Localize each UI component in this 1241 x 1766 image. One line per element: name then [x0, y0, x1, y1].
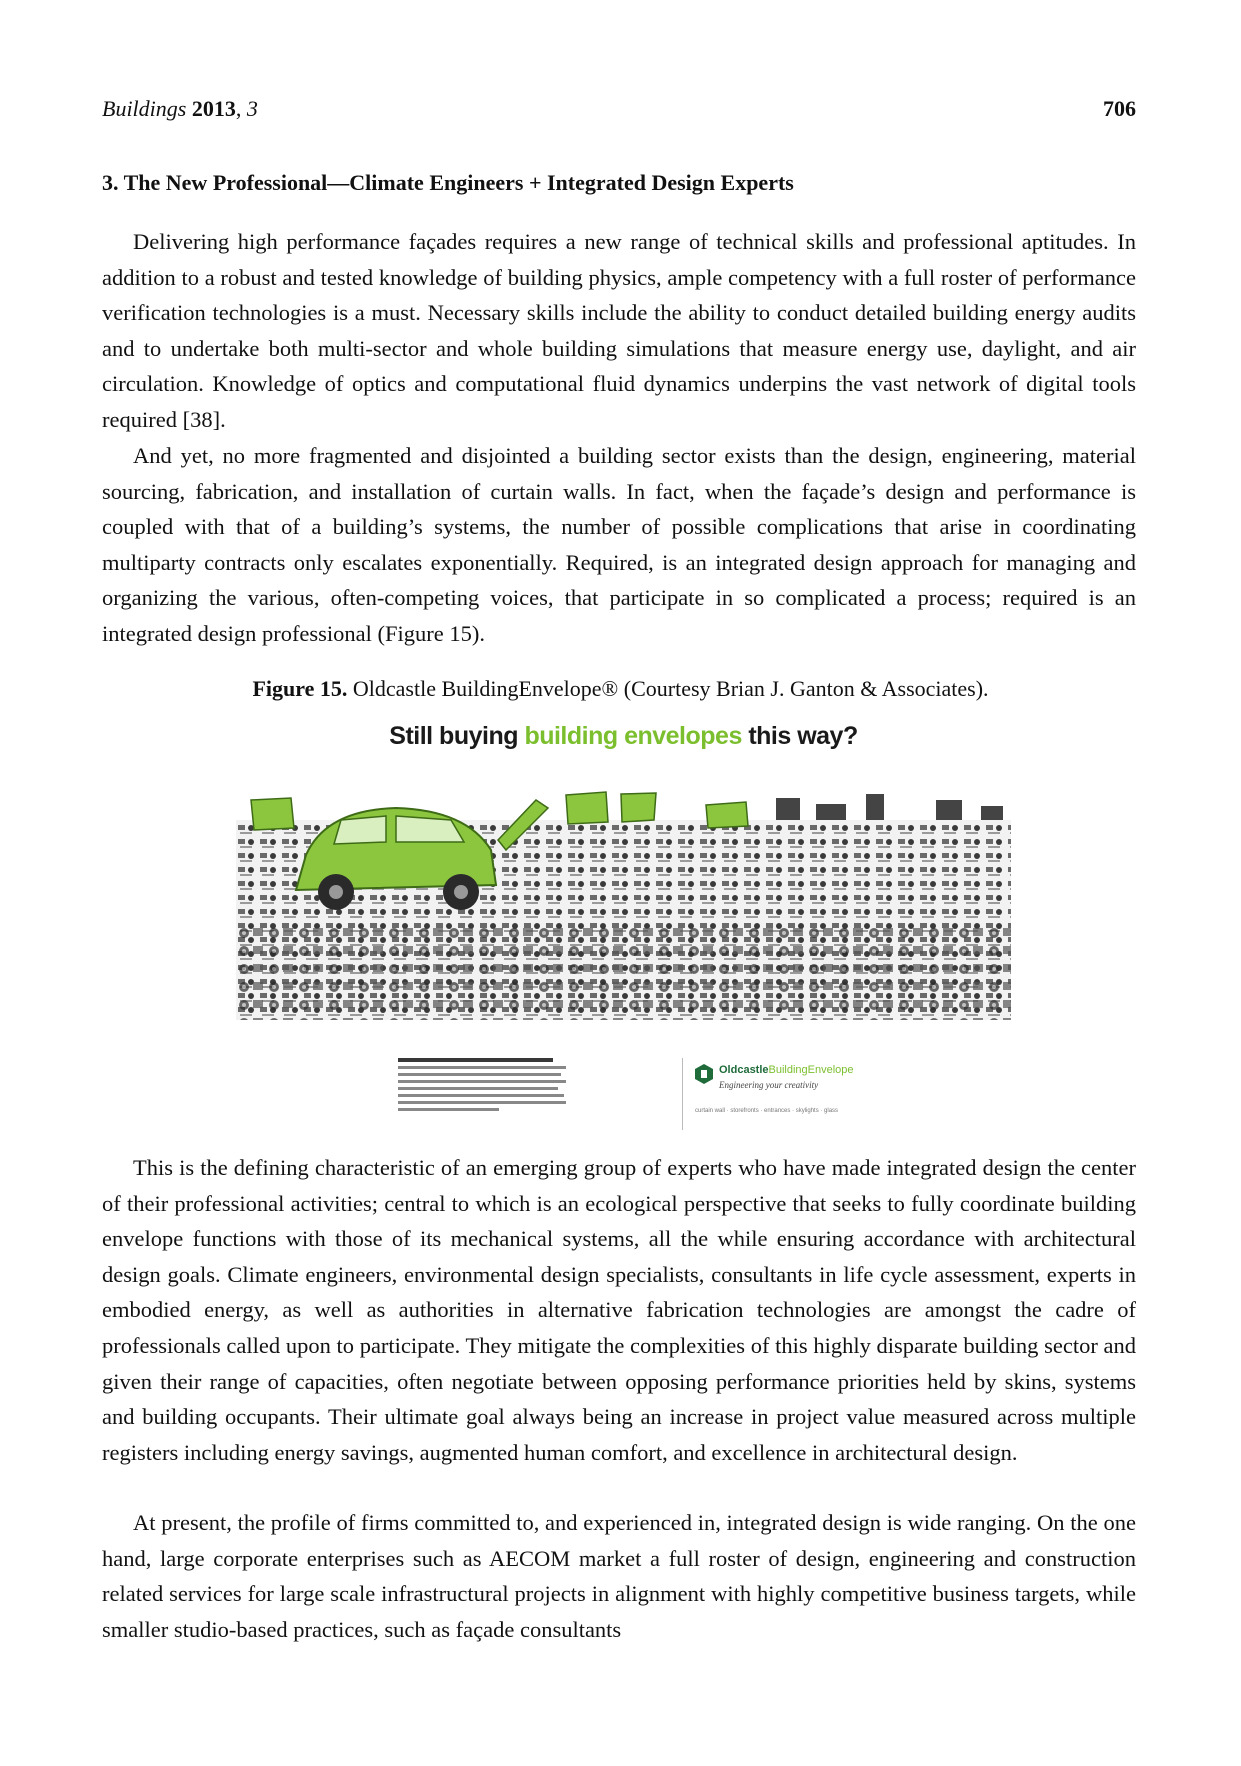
journal-name: Buildings	[102, 96, 187, 121]
page-number: 706	[1103, 96, 1136, 121]
ad-body-text	[398, 1058, 566, 1130]
figure-label: Figure 15.	[252, 676, 348, 701]
parts-field-dark	[236, 920, 1011, 1020]
ad-headline	[236, 722, 1011, 751]
journal-year: 2013	[191, 96, 236, 121]
oldcastle-logo-icon	[695, 1064, 713, 1084]
car-parts-image	[236, 780, 1011, 1030]
logo-name	[719, 1064, 854, 1076]
logo-name-1: Oldcastle	[719, 1064, 769, 1076]
figure-15-advertisement	[236, 722, 1011, 1122]
journal-volume: 3	[246, 96, 258, 121]
logo-services: curtain wall · storefronts · entrances · skylights · glass	[695, 1108, 839, 1114]
ad-headline-part1: Still buying	[389, 722, 518, 750]
paragraph-2: And yet, no more fragmented and disjointed a building sector exists than the design, engineering, material sourcing, fabrication, and installation of curtain walls. In fact, when the façade’s design and performance is coupled with that of a building’s systems, the number of possible complications that arise in coordinating multiparty contracts only escalates exponentially. Required, is an integrated design approach for managing and organizing the various, often-competing voices, that participate in so complicated a process; required is an integrated design professional (Figure 15).	[102, 443, 1136, 646]
ad-headline-part2: this way?	[748, 722, 858, 750]
paragraph-4: At present, the profile of firms committed to, and experienced in, integrated design is wide ranging. On the one hand, large corporate enterprises such as AECOM market a full roster of design, engineering and construction related services for large scale infrastructural projects in alignment with highly competitive business targets, while smaller studio-based practices, such as façade consultants	[102, 1510, 1136, 1642]
page-header	[102, 96, 1136, 126]
figure-caption-text: Oldcastle BuildingEnvelope® (Courtesy Brian J. Ganton & Associates).	[352, 676, 989, 701]
logo-tagline: Engineering your creativity	[719, 1080, 819, 1090]
oldcastle-logo	[682, 1058, 892, 1130]
paragraph-3: This is the defining characteristic of an emerging group of experts who have made integrated design the center of their professional activities; central to which is an ecological perspective that seeks to fully coordinate building envelope functions with those of its mechanical systems, all the while ensuring accordance with architectural design goals. Climate engineers, environmental design specialists, consultants in life cycle assessment, experts in embodied energy, as well as authorities in alternative fabrication technologies are amongst the cadre of professionals called upon to participate. They mitigate the complexities of this highly disparate building sector and given their range of capacities, often negotiate between opposing performance priorities held by skins, systems and building occupants. Their ultimate goal always being an increase in project value measured across multiple registers including energy savings, augmented human comfort, and excellence in architectural design.	[102, 1155, 1136, 1465]
paragraph-1: Delivering high performance façades requires a new range of technical skills and professional aptitudes. In addition to a robust and tested knowledge of building physics, ample competency with a full roster of performance verification technologies is a must. Necessary skills include the ability to conduct detailed building energy audits and to undertake both multi-sector and whole building simulations that measure energy use, daylight, and air circulation. Knowledge of optics and computational fluid dynamics underpins the vast network of digital tools required [38].	[102, 229, 1136, 432]
figure-caption	[0, 676, 1241, 702]
ad-headline-green: building envelopes	[524, 722, 742, 750]
section-title: 3. The New Professional—Climate Engineers + Integrated Design Experts	[102, 170, 794, 195]
journal-citation: Buildings 2013, 3	[102, 96, 258, 121]
logo-name-2: BuildingEnvelope	[768, 1064, 854, 1076]
